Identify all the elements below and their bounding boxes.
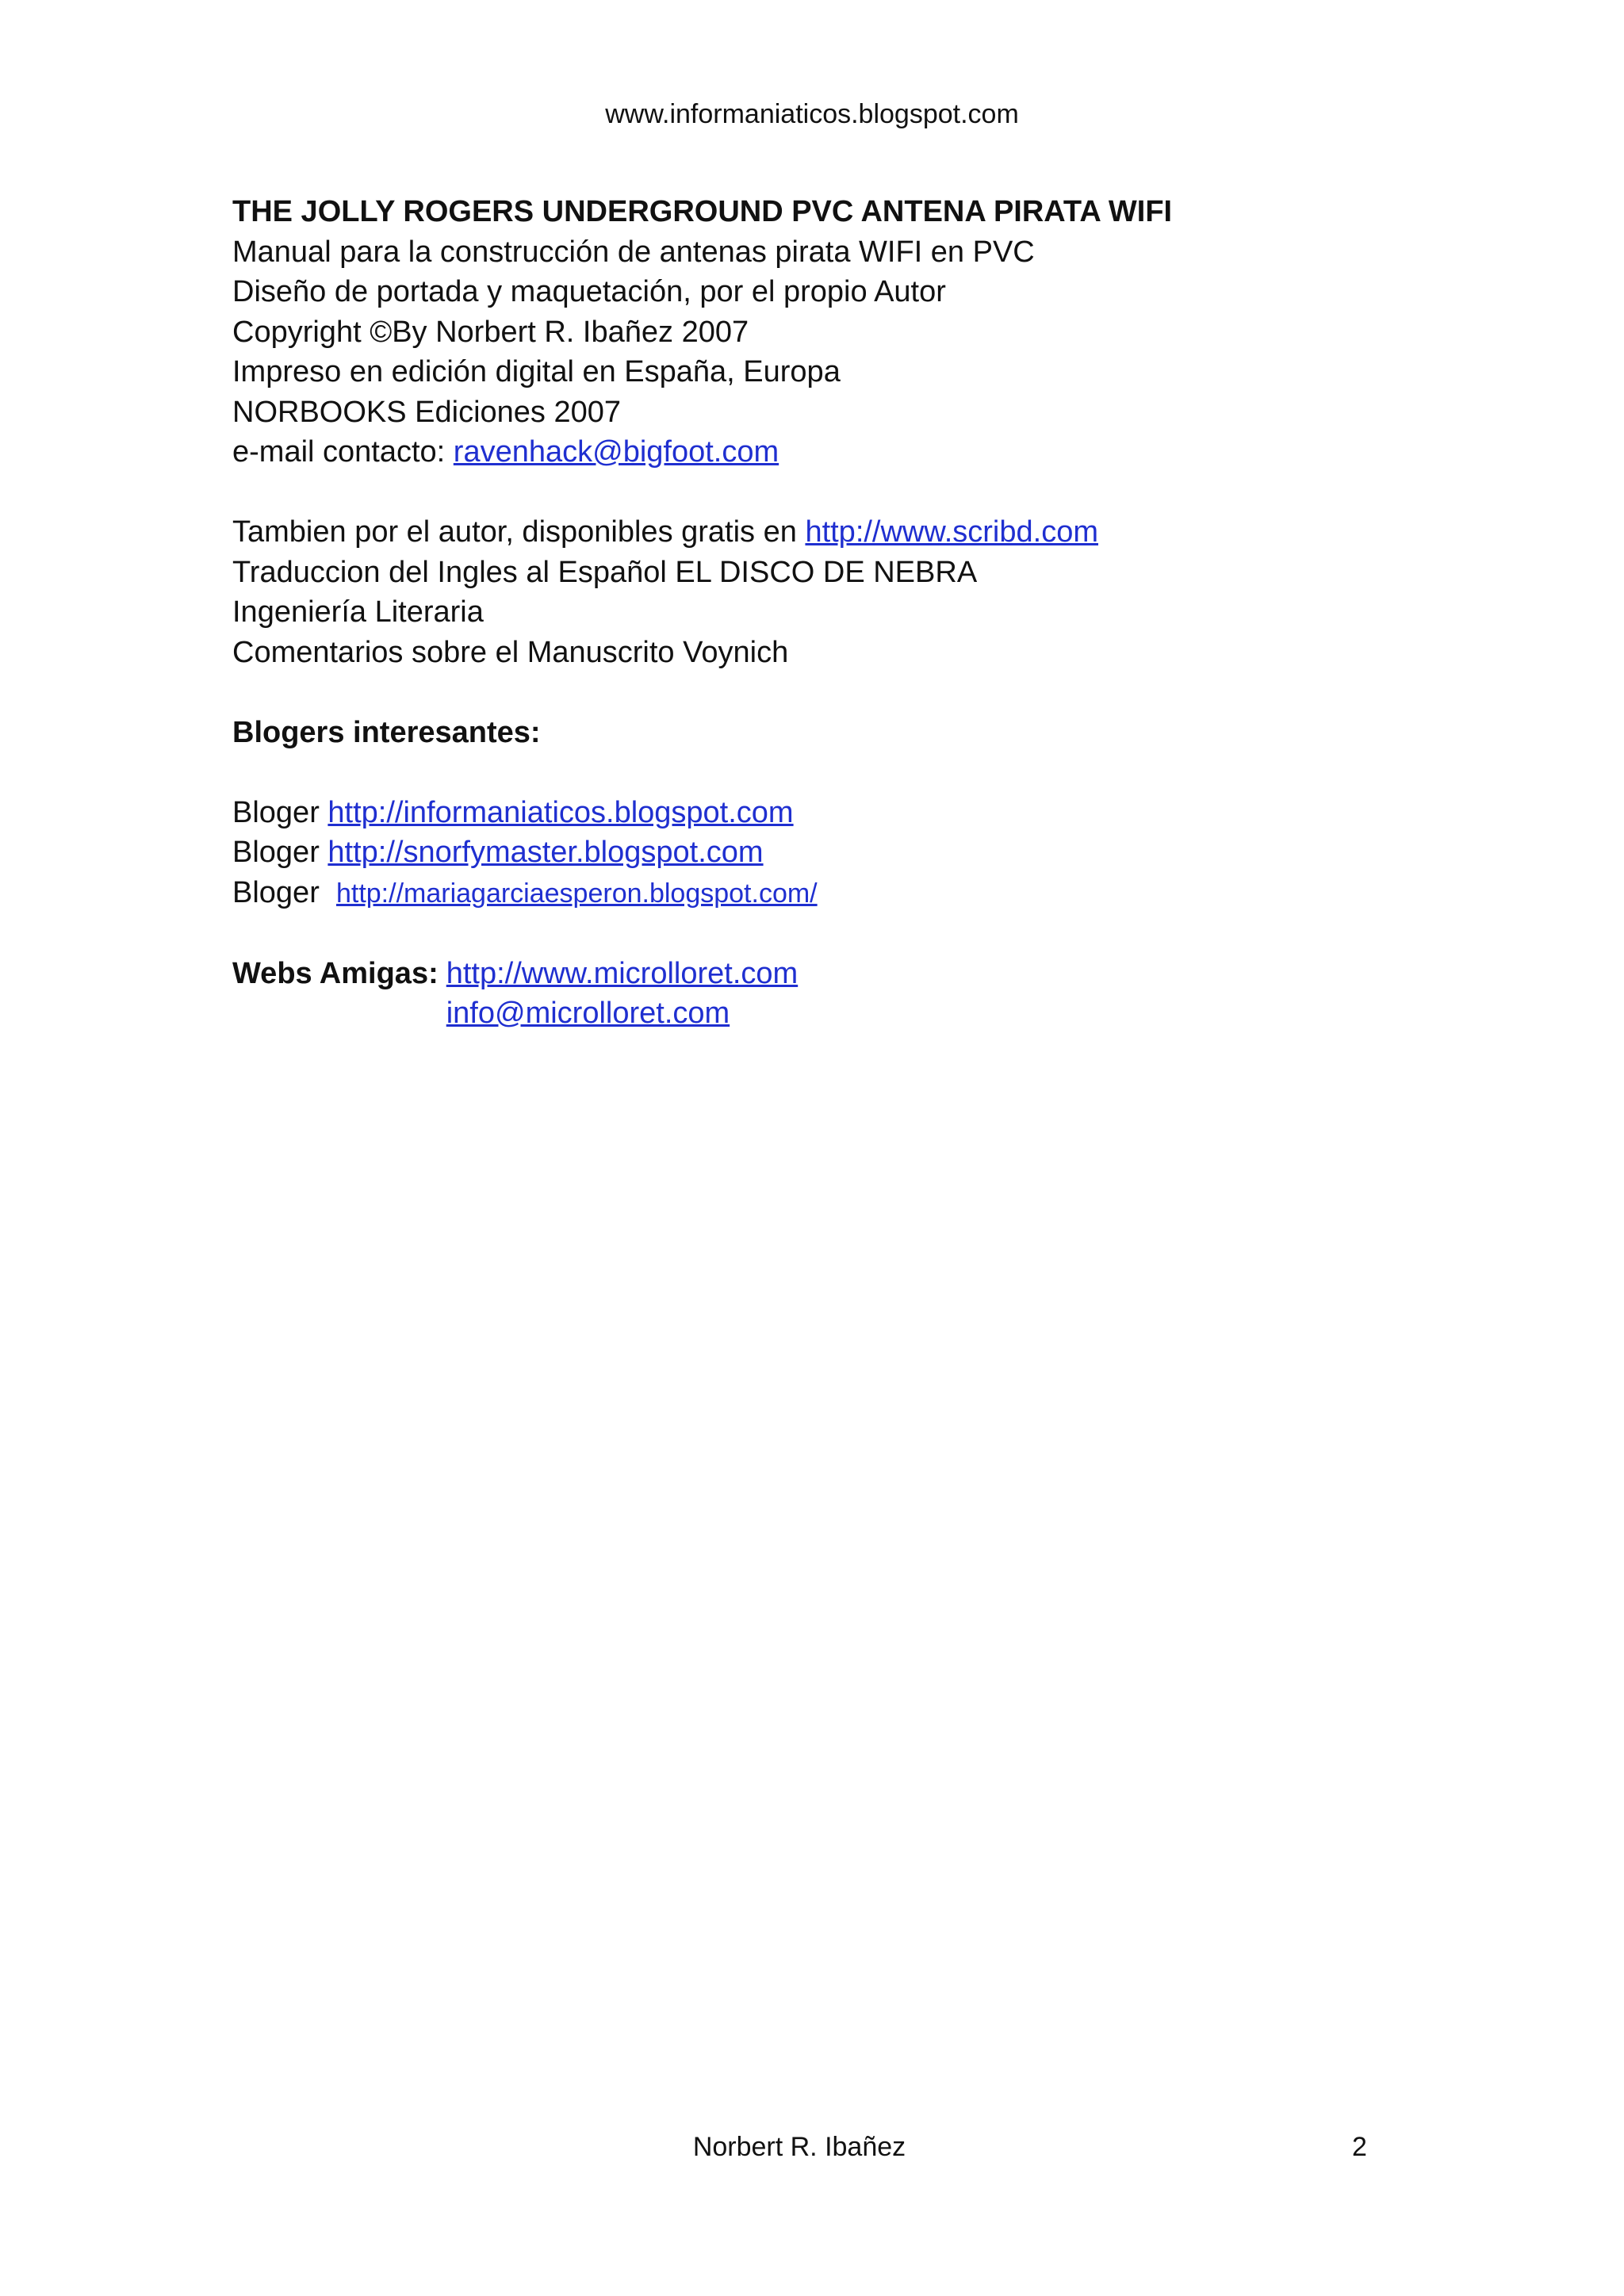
blog-item xyxy=(232,873,1422,914)
friend-webs-links xyxy=(446,954,798,1034)
blog-link-informaniaticos[interactable]: http://informaniaticos.blogspot.com xyxy=(327,795,794,829)
other-work-item: Comentarios sobre el Manuscrito Voynich xyxy=(232,635,789,669)
page-content xyxy=(232,192,1422,1034)
spacer xyxy=(232,752,1422,793)
email-label: e-mail contacto: xyxy=(232,435,454,469)
document-title: THE JOLLY ROGERS UNDERGROUND PVC ANTENA PIRATA WIFI xyxy=(232,195,1173,228)
blog-link-mariagarciaesperon[interactable]: http://mariagarciaesperon.blogspot.com/ xyxy=(335,878,818,909)
blog-label: Bloger xyxy=(232,795,328,829)
microlloret-email-link[interactable]: info@microlloret.com xyxy=(446,997,730,1030)
other-work-item: Ingeniería Literaria xyxy=(232,595,484,629)
colophon-line: Copyright ©By Norbert R. Ibañez 2007 xyxy=(232,315,749,349)
spacer xyxy=(232,473,1422,513)
blog-item xyxy=(232,832,1422,873)
microlloret-web-link[interactable]: http://www.microlloret.com xyxy=(446,956,799,990)
page-header-site: www.informaniaticos.blogspot.com xyxy=(605,99,1019,129)
colophon-line: Manual para la construcción de antenas pirata WIFI en PVC xyxy=(232,235,1035,269)
colophon-line: Diseño de portada y maquetación, por el propio Autor xyxy=(232,275,946,308)
spacer xyxy=(232,672,1422,713)
blog-label: Bloger xyxy=(232,836,328,869)
blog-item xyxy=(232,793,1422,833)
friend-webs-label: Webs Amigas: xyxy=(232,956,439,990)
blog-label: Bloger xyxy=(232,875,328,909)
other-work-item: Traduccion del Ingles al Español EL DISCO DE NEBRA xyxy=(232,555,978,589)
blog-link-snorfymaster[interactable]: http://snorfymaster.blogspot.com xyxy=(327,836,764,869)
scribd-link[interactable]: http://www.scribd.com xyxy=(805,515,1098,549)
email-link[interactable]: ravenhack@bigfoot.com xyxy=(453,435,779,469)
colophon-line: NORBOOKS Ediciones 2007 xyxy=(232,395,622,429)
contact-line xyxy=(232,432,1422,473)
blogs-heading: Blogers interesantes: xyxy=(232,715,541,749)
footer-author: Norbert R. Ibañez xyxy=(692,2132,906,2162)
spacer xyxy=(232,913,1422,954)
friend-webs xyxy=(232,954,1422,1034)
page-number: 2 xyxy=(1352,2132,1367,2162)
other-works-intro xyxy=(232,512,1422,553)
other-works-intro-text: Tambien por el autor, disponibles gratis en xyxy=(232,515,806,549)
colophon-line: Impreso en edición digital en España, Europa xyxy=(232,355,841,388)
